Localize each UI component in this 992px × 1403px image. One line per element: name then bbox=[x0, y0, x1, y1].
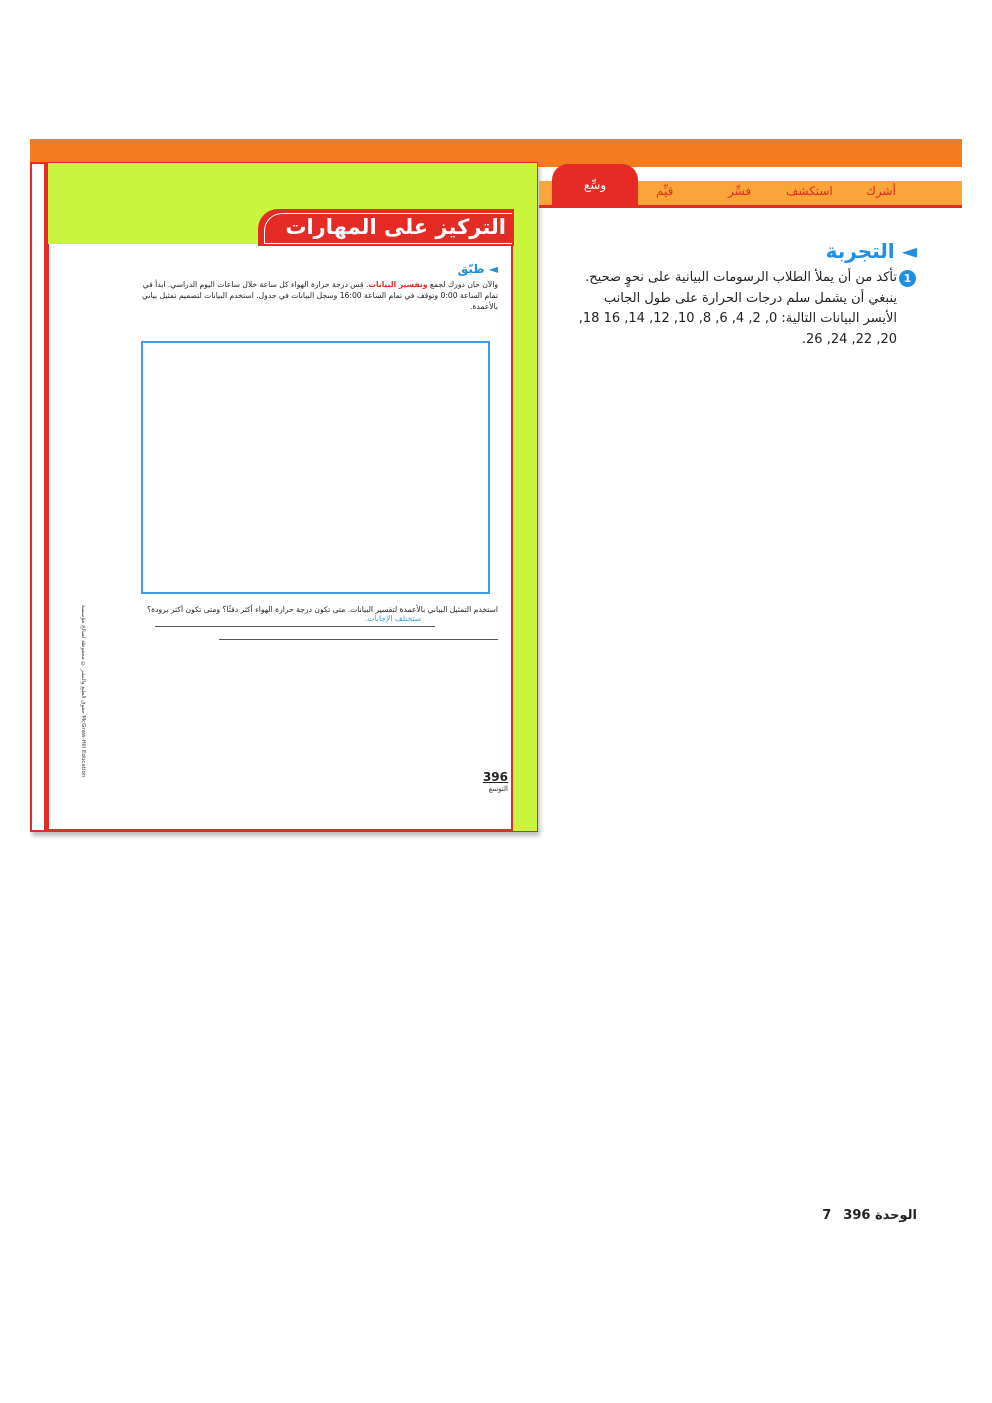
student-page-number: 396 bbox=[482, 770, 508, 784]
copyright-notice: حقوق الطبع والنشر © محفوظة لصالح مؤسسة McGraw-Hill Education bbox=[80, 605, 86, 778]
tab-engage[interactable]: أشرك bbox=[866, 184, 896, 198]
question-text: استخدم التمثيل البياني بالأعمدة لتفسير البيانات. متى تكون درجة حرارة الهواء أكثر دفئًا؟ ومتى تكون أكثر برودة؟ bbox=[147, 605, 498, 614]
practice-text-after: . قِس درجة حرارة الهواء كل ساعة خلال ساعات اليوم الدراسي. ابدأ في تمام الساعة 0:00 وتوقف في تمام الساعة 16:00 وسجل البيانات في جدول. استخدم البيانات لتصميم تمثيل بياني بالأعمدة. bbox=[142, 280, 498, 311]
bar-graph-area bbox=[141, 341, 490, 594]
skills-title: التركيز على المهارات bbox=[285, 215, 506, 239]
practice-text-before: والآن حان دورك لجمع bbox=[427, 280, 498, 289]
practice-heading: ◄ طبّق bbox=[457, 262, 498, 276]
experiment-heading: ◄ التجربة bbox=[825, 239, 917, 263]
student-page-label: التوسع bbox=[488, 785, 508, 793]
unit-label: الوحدة 7 bbox=[822, 1208, 917, 1223]
answer-line bbox=[219, 639, 498, 640]
tab-explain[interactable]: فسِّر bbox=[728, 184, 752, 198]
answer-line bbox=[155, 626, 435, 627]
page-number: 396 bbox=[843, 1208, 871, 1223]
tab-evaluate[interactable]: قيِّم bbox=[656, 184, 674, 198]
practice-text bbox=[130, 279, 498, 312]
tab-explore[interactable]: استكشف bbox=[786, 184, 833, 198]
step-number-badge: 1 bbox=[899, 270, 916, 287]
practice-text-bold: وتفسير البيانات bbox=[368, 280, 428, 289]
step-text: تأكد من أن يملأ الطلاب الرسومات البيانية على نحوٍ صحيح. ينبغي أن يشمل سلم درجات الحرارة على طول الجانب الأيسر البيانات التالية: 0, 2, 4, 6, 8, 10, 12, 14, 16 18, 20, 22, 24, 26. bbox=[578, 270, 897, 347]
page-footer bbox=[760, 1208, 917, 1223]
answer-note: ستختلف الإجابات. bbox=[365, 614, 422, 623]
tab-expand[interactable]: وسِّع bbox=[583, 178, 607, 192]
